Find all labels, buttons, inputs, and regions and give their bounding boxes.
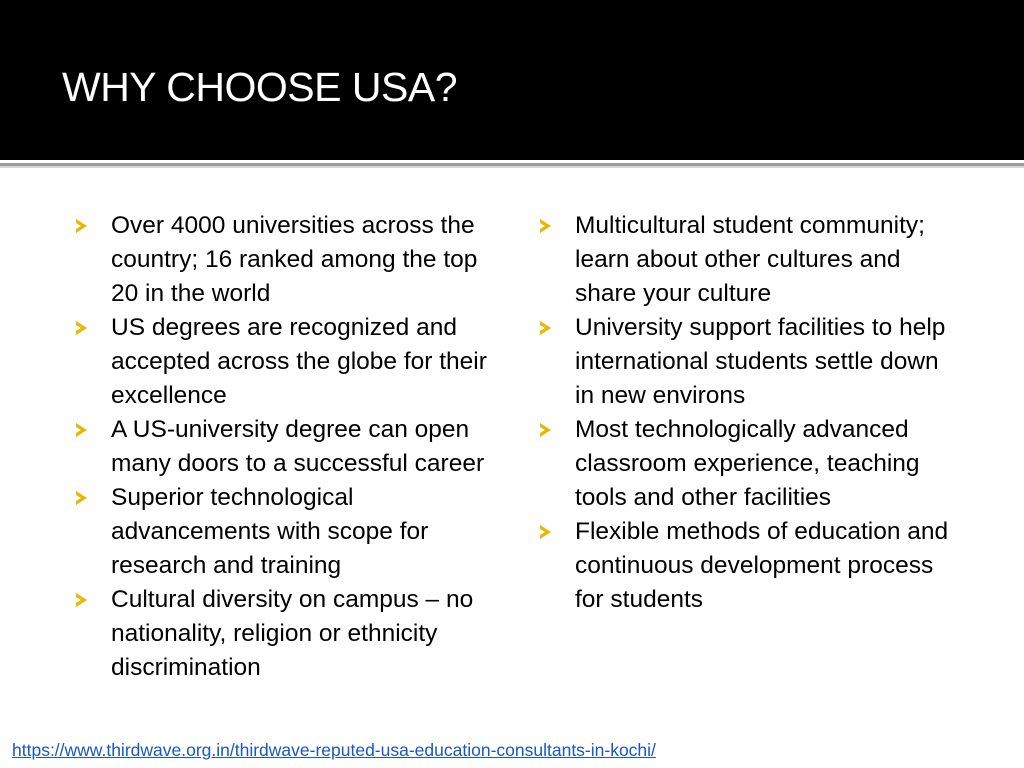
bullet-item (76, 209, 506, 311)
bullet-text: Over 4000 universities across the country; 16 ranked among the top 20 in the world (111, 212, 478, 307)
bullet-text: A US-university degree can open many doors to a successful career (111, 416, 485, 477)
left-bullet-list (76, 209, 506, 685)
arrow-bullet-icon (76, 321, 87, 335)
bullet-item (540, 209, 960, 311)
bullet-text: University support facilities to help international students settle down in new environs (575, 314, 946, 409)
bullet-item (76, 311, 506, 413)
footer-link[interactable]: https://www.thirdwave.org.in/thirdwave-reputed-usa-education-consultants-in-kochi/ (12, 740, 656, 760)
bullet-item (76, 413, 506, 481)
bullet-item (540, 413, 960, 515)
bullet-text: US degrees are recognized and accepted across the globe for their excellence (111, 314, 487, 409)
arrow-bullet-icon (76, 219, 87, 233)
arrow-bullet-icon (540, 219, 551, 233)
arrow-bullet-icon (76, 593, 87, 607)
right-bullet-list (540, 209, 960, 617)
header-divider-highlight (0, 166, 1024, 168)
bullet-item (76, 481, 506, 583)
arrow-bullet-icon (540, 525, 551, 539)
bullet-item (76, 583, 506, 685)
arrow-bullet-icon (76, 491, 87, 505)
bullet-text: Superior technological advancements with scope for research and training (111, 484, 429, 579)
bullet-text: Most technologically advanced classroom experience, teaching tools and other facilities (575, 416, 920, 511)
bullet-text: Cultural diversity on campus – no nationality, religion or ethnicity discrimination (111, 586, 474, 681)
bullet-item (540, 515, 960, 617)
arrow-bullet-icon (540, 423, 551, 437)
slide-title: WHY CHOOSE USA? (62, 64, 457, 110)
bullet-item (540, 311, 960, 413)
title-bar (0, 0, 1024, 160)
bullet-text: Flexible methods of education and continuous development process for students (575, 518, 949, 613)
arrow-bullet-icon (540, 321, 551, 335)
arrow-bullet-icon (76, 423, 87, 437)
bullet-text: Multicultural student community; learn about other cultures and share your culture (575, 212, 925, 307)
